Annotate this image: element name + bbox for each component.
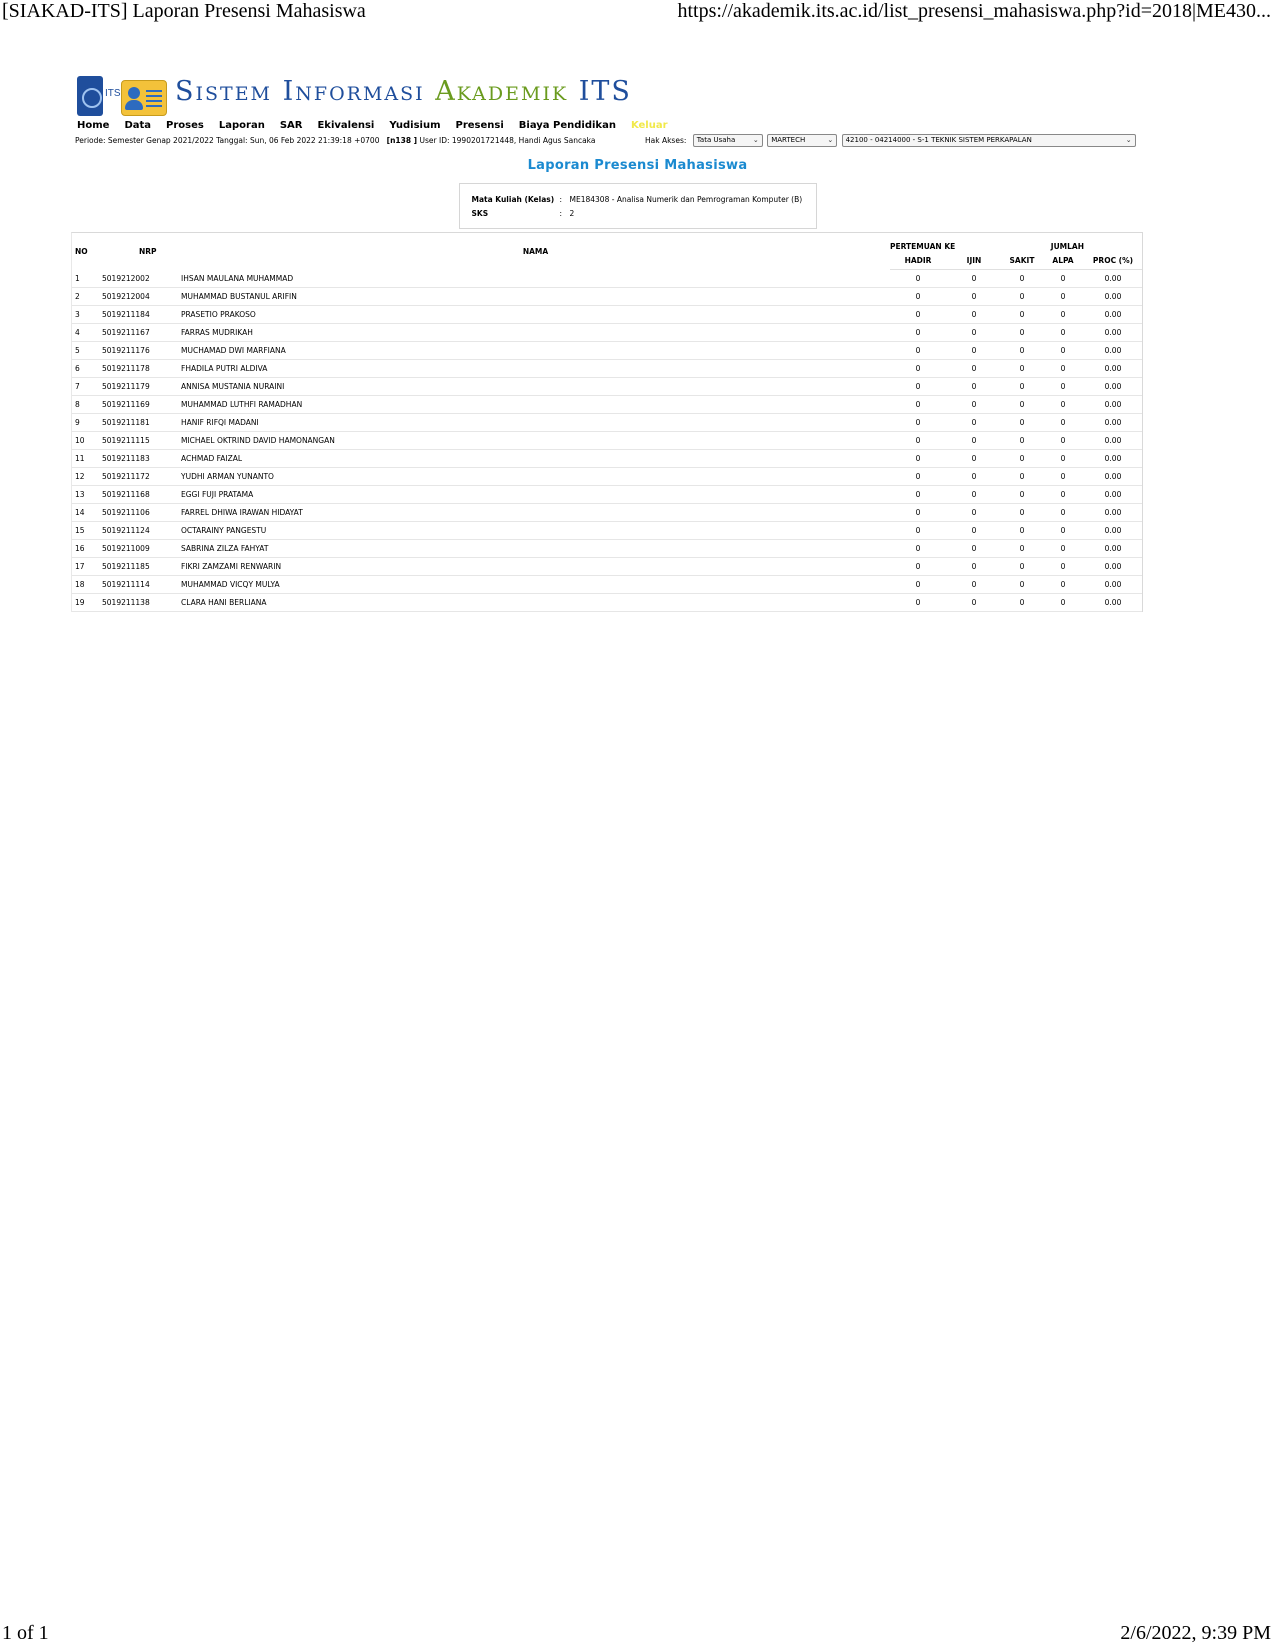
row-nama: HANIF RIFQI MADANI — [179, 414, 890, 432]
row-hadir: 0 — [890, 270, 946, 288]
main-menu — [75, 120, 1200, 134]
row-alpa: 0 — [1042, 594, 1084, 612]
row-hadir: 0 — [890, 414, 946, 432]
print-page-title: [SIAKAD-ITS] Laporan Presensi Mahasiswa — [2, 0, 366, 22]
menu-item-laporan[interactable]: Laporan — [218, 120, 265, 131]
table-row — [72, 594, 1142, 612]
menu-item-biaya-pendidikan[interactable]: Biaya Pendidikan — [518, 120, 616, 131]
menu-item-proses[interactable]: Proses — [166, 120, 204, 131]
row-alpa: 0 — [1042, 360, 1084, 378]
row-nrp: 5019212004 — [99, 288, 179, 306]
row-hadir: 0 — [890, 522, 946, 540]
row-nrp: 5019211114 — [99, 576, 179, 594]
row-nama: MUHAMMAD VICQY MULYA — [179, 576, 890, 594]
row-nrp: 5019211124 — [99, 522, 179, 540]
row-alpa: 0 — [1042, 486, 1084, 504]
row-ijin: 0 — [946, 396, 1002, 414]
row-alpa: 0 — [1042, 324, 1084, 342]
row-nrp: 5019211185 — [99, 558, 179, 576]
row-no: 6 — [72, 360, 99, 378]
row-nama: OCTARAINY PANGESTU — [179, 522, 890, 540]
menu-item-home[interactable]: Home — [77, 120, 110, 131]
system-title-part3: ITS — [578, 76, 632, 107]
row-sakit: 0 — [1002, 432, 1042, 450]
row-ijin: 0 — [946, 522, 1002, 540]
table-row — [72, 558, 1142, 576]
role-select[interactable] — [693, 134, 763, 147]
sks-label: SKS — [471, 209, 489, 218]
menu-item-presensi[interactable]: Presensi — [455, 120, 504, 131]
row-hadir: 0 — [890, 540, 946, 558]
row-proc: 0.00 — [1084, 486, 1142, 504]
row-no: 7 — [72, 378, 99, 396]
table-row — [72, 576, 1142, 594]
row-ijin: 0 — [946, 324, 1002, 342]
row-nama: ANNISA MUSTANIA NURAINI — [179, 378, 890, 396]
unit-select-value: 42100 - 04214000 - S-1 TEKNIK SISTEM PERKAPALAN — [845, 136, 1032, 144]
row-ijin: 0 — [946, 342, 1002, 360]
row-ijin: 0 — [946, 360, 1002, 378]
menu-item-ekivalensi[interactable]: Ekivalensi — [317, 120, 375, 131]
row-proc: 0.00 — [1084, 360, 1142, 378]
row-no: 16 — [72, 540, 99, 558]
header-nama: NAMA — [522, 246, 549, 256]
header-proc: PROC (%) — [1084, 251, 1142, 270]
row-nama: FARRAS MUDRIKAH — [179, 324, 890, 342]
row-sakit: 0 — [1002, 378, 1042, 396]
row-nrp: 5019211184 — [99, 306, 179, 324]
row-proc: 0.00 — [1084, 504, 1142, 522]
row-sakit: 0 — [1002, 486, 1042, 504]
row-nrp: 5019211138 — [99, 594, 179, 612]
row-ijin: 0 — [946, 486, 1002, 504]
row-proc: 0.00 — [1084, 468, 1142, 486]
row-sakit: 0 — [1002, 504, 1042, 522]
row-nrp: 5019211183 — [99, 450, 179, 468]
row-proc: 0.00 — [1084, 342, 1142, 360]
course-sep: : — [559, 195, 563, 204]
siakad-banner — [75, 74, 1200, 118]
row-sakit: 0 — [1002, 342, 1042, 360]
row-nama: FHADILA PUTRI ALDIVA — [179, 360, 890, 378]
table-row — [72, 540, 1142, 558]
row-nrp: 5019212002 — [99, 270, 179, 288]
system-title-part1: Sistem Informasi — [175, 76, 425, 107]
row-nrp: 5019211106 — [99, 504, 179, 522]
row-sakit: 0 — [1002, 594, 1042, 612]
table-row — [72, 522, 1142, 540]
attendance-table — [72, 233, 1142, 612]
row-hadir: 0 — [890, 558, 946, 576]
row-sakit: 0 — [1002, 360, 1042, 378]
row-nama: YUDHI ARMAN YUNANTO — [179, 468, 890, 486]
row-proc: 0.00 — [1084, 396, 1142, 414]
course-label: Mata Kuliah (Kelas) — [471, 195, 555, 204]
row-proc: 0.00 — [1084, 558, 1142, 576]
access-selector-group — [645, 134, 1138, 147]
row-nrp: 5019211169 — [99, 396, 179, 414]
id-card-icon — [121, 80, 167, 116]
row-ijin: 0 — [946, 594, 1002, 612]
row-no: 3 — [72, 306, 99, 324]
row-alpa: 0 — [1042, 468, 1084, 486]
faculty-select-value: MARTECH — [771, 136, 806, 144]
table-row — [72, 414, 1142, 432]
row-no: 5 — [72, 342, 99, 360]
period-text: Periode: Semester Genap 2021/2022 Tanggal: Sun, 06 Feb 2022 21:39:18 +0700 — [75, 136, 380, 145]
row-no: 14 — [72, 504, 99, 522]
session-id: [n138 ] — [386, 136, 418, 145]
table-row — [72, 450, 1142, 468]
row-alpa: 0 — [1042, 414, 1084, 432]
row-alpa: 0 — [1042, 396, 1084, 414]
row-ijin: 0 — [946, 270, 1002, 288]
row-no: 9 — [72, 414, 99, 432]
header-alpa: ALPA — [1042, 251, 1084, 270]
unit-select[interactable] — [842, 134, 1136, 147]
row-nama: MUCHAMAD DWI MARFIANA — [179, 342, 890, 360]
row-proc: 0.00 — [1084, 306, 1142, 324]
table-row — [72, 396, 1142, 414]
row-no: 2 — [72, 288, 99, 306]
row-sakit: 0 — [1002, 414, 1042, 432]
row-no: 4 — [72, 324, 99, 342]
info-bar — [75, 134, 1200, 150]
role-select-value: Tata Usaha — [696, 136, 736, 144]
row-sakit: 0 — [1002, 306, 1042, 324]
row-no: 12 — [72, 468, 99, 486]
row-alpa: 0 — [1042, 288, 1084, 306]
attendance-table-wrapper — [71, 232, 1143, 612]
row-alpa: 0 — [1042, 540, 1084, 558]
row-hadir: 0 — [890, 450, 946, 468]
course-value: ME184308 - Analisa Numerik dan Pemrograman Komputer (B) — [569, 195, 803, 204]
row-nrp: 5019211167 — [99, 324, 179, 342]
table-row — [72, 432, 1142, 450]
menu-item-logout[interactable]: Keluar — [630, 120, 668, 131]
header-ijin: IJIN — [946, 251, 1002, 270]
row-ijin: 0 — [946, 450, 1002, 468]
row-sakit: 0 — [1002, 270, 1042, 288]
print-page-url: https://akademik.its.ac.id/list_presensi_mahasiswa.php?id=2018|ME430... — [677, 0, 1271, 22]
row-nrp: 5019211172 — [99, 468, 179, 486]
table-row — [72, 288, 1142, 306]
row-proc: 0.00 — [1084, 594, 1142, 612]
row-alpa: 0 — [1042, 450, 1084, 468]
system-title — [175, 76, 632, 107]
row-sakit: 0 — [1002, 576, 1042, 594]
row-hadir: 0 — [890, 360, 946, 378]
row-nama: SABRINA ZILZA FAHYAT — [179, 540, 890, 558]
row-alpa: 0 — [1042, 342, 1084, 360]
table-row — [72, 504, 1142, 522]
row-hadir: 0 — [890, 432, 946, 450]
row-ijin: 0 — [946, 432, 1002, 450]
menu-item-yudisium[interactable]: Yudisium — [389, 120, 441, 131]
row-nama: ACHMAD FAIZAL — [179, 450, 890, 468]
chevron-down-icon: ⌄ — [827, 136, 834, 144]
course-info-box — [459, 183, 817, 229]
row-nrp: 5019211176 — [99, 342, 179, 360]
row-alpa: 0 — [1042, 378, 1084, 396]
row-sakit: 0 — [1002, 558, 1042, 576]
row-proc: 0.00 — [1084, 540, 1142, 558]
header-empty — [1084, 233, 1142, 251]
row-hadir: 0 — [890, 288, 946, 306]
row-nrp: 5019211168 — [99, 486, 179, 504]
table-row — [72, 324, 1142, 342]
row-ijin: 0 — [946, 378, 1002, 396]
row-hadir: 0 — [890, 342, 946, 360]
table-row — [72, 468, 1142, 486]
menu-item-sar[interactable]: SAR — [279, 120, 303, 131]
page-indicator: 1 of 1 — [2, 1622, 49, 1644]
row-ijin: 0 — [946, 504, 1002, 522]
attendance-table-body — [72, 270, 1142, 612]
table-row — [72, 360, 1142, 378]
row-hadir: 0 — [890, 468, 946, 486]
row-hadir: 0 — [890, 306, 946, 324]
header-jumlah: JUMLAH — [1050, 242, 1084, 251]
row-proc: 0.00 — [1084, 288, 1142, 306]
row-proc: 0.00 — [1084, 378, 1142, 396]
row-nama: CLARA HANI BERLIANA — [179, 594, 890, 612]
row-ijin: 0 — [946, 540, 1002, 558]
its-logo-text: ITS — [105, 88, 121, 99]
header-hadir: HADIR — [890, 251, 946, 270]
row-ijin: 0 — [946, 414, 1002, 432]
row-proc: 0.00 — [1084, 432, 1142, 450]
chevron-down-icon: ⌄ — [752, 136, 759, 144]
row-ijin: 0 — [946, 288, 1002, 306]
row-no: 1 — [72, 270, 99, 288]
row-hadir: 0 — [890, 486, 946, 504]
row-nrp: 5019211181 — [99, 414, 179, 432]
table-row — [72, 306, 1142, 324]
row-proc: 0.00 — [1084, 450, 1142, 468]
row-hadir: 0 — [890, 396, 946, 414]
print-footer — [0, 1622, 1275, 1648]
row-alpa: 0 — [1042, 576, 1084, 594]
row-sakit: 0 — [1002, 450, 1042, 468]
row-alpa: 0 — [1042, 504, 1084, 522]
access-label: Hak Akses: — [645, 136, 687, 145]
menu-item-data[interactable]: Data — [124, 120, 152, 131]
period-info — [75, 136, 595, 145]
row-sakit: 0 — [1002, 288, 1042, 306]
table-row — [72, 342, 1142, 360]
row-nrp: 5019211115 — [99, 432, 179, 450]
row-sakit: 0 — [1002, 522, 1042, 540]
row-no: 15 — [72, 522, 99, 540]
chevron-down-icon: ⌄ — [1125, 136, 1132, 144]
page-content — [75, 74, 1200, 607]
row-nama: PRASETIO PRAKOSO — [179, 306, 890, 324]
row-nama: FARREL DHIWA IRAWAN HIDAYAT — [179, 504, 890, 522]
row-proc: 0.00 — [1084, 522, 1142, 540]
row-nama: FIKRI ZAMZAMI RENWARIN — [179, 558, 890, 576]
sks-row — [472, 209, 575, 218]
row-proc: 0.00 — [1084, 576, 1142, 594]
row-hadir: 0 — [890, 504, 946, 522]
row-ijin: 0 — [946, 306, 1002, 324]
row-proc: 0.00 — [1084, 414, 1142, 432]
row-no: 11 — [72, 450, 99, 468]
row-alpa: 0 — [1042, 270, 1084, 288]
course-row — [472, 195, 803, 204]
header-sakit: SAKIT — [1002, 251, 1042, 270]
row-nrp: 5019211178 — [99, 360, 179, 378]
row-nama: MUHAMMAD BUSTANUL ARIFIN — [179, 288, 890, 306]
row-no: 13 — [72, 486, 99, 504]
row-sakit: 0 — [1002, 396, 1042, 414]
row-ijin: 0 — [946, 558, 1002, 576]
header-pertemuan: PERTEMUAN KE — [890, 242, 956, 251]
report-title: Laporan Presensi Mahasiswa — [527, 158, 748, 173]
table-row — [72, 378, 1142, 396]
row-hadir: 0 — [890, 594, 946, 612]
row-proc: 0.00 — [1084, 324, 1142, 342]
table-row — [72, 486, 1142, 504]
row-nama: EGGI FUJI PRATAMA — [179, 486, 890, 504]
system-title-part2: Akademik — [435, 76, 569, 107]
row-sakit: 0 — [1002, 540, 1042, 558]
print-timestamp: 2/6/2022, 9:39 PM — [1120, 1622, 1271, 1644]
row-no: 17 — [72, 558, 99, 576]
row-ijin: 0 — [946, 468, 1002, 486]
row-alpa: 0 — [1042, 432, 1084, 450]
row-no: 19 — [72, 594, 99, 612]
row-hadir: 0 — [890, 324, 946, 342]
row-alpa: 0 — [1042, 522, 1084, 540]
row-nama: MICHAEL OKTRIND DAVID HAMONANGAN — [179, 432, 890, 450]
row-nrp: 5019211179 — [99, 378, 179, 396]
row-sakit: 0 — [1002, 468, 1042, 486]
sks-value: 2 — [569, 209, 575, 218]
row-hadir: 0 — [890, 378, 946, 396]
row-no: 18 — [72, 576, 99, 594]
row-sakit: 0 — [1002, 324, 1042, 342]
row-ijin: 0 — [946, 576, 1002, 594]
user-info: User ID: 1990201721448, Handi Agus Sancaka — [419, 136, 596, 145]
row-nama: IHSAN MAULANA MUHAMMAD — [179, 270, 890, 288]
table-row — [72, 270, 1142, 288]
its-seal-logo — [77, 76, 103, 116]
row-no: 8 — [72, 396, 99, 414]
sks-sep: : — [559, 209, 563, 218]
print-header — [0, 0, 1275, 26]
row-alpa: 0 — [1042, 306, 1084, 324]
row-nrp: 5019211009 — [99, 540, 179, 558]
header-nrp: NRP — [139, 246, 157, 256]
row-hadir: 0 — [890, 576, 946, 594]
row-no: 10 — [72, 432, 99, 450]
header-no: NO — [75, 246, 88, 256]
row-nama: MUHAMMAD LUTHFI RAMADHAN — [179, 396, 890, 414]
row-proc: 0.00 — [1084, 270, 1142, 288]
faculty-select[interactable] — [767, 134, 837, 147]
row-alpa: 0 — [1042, 558, 1084, 576]
